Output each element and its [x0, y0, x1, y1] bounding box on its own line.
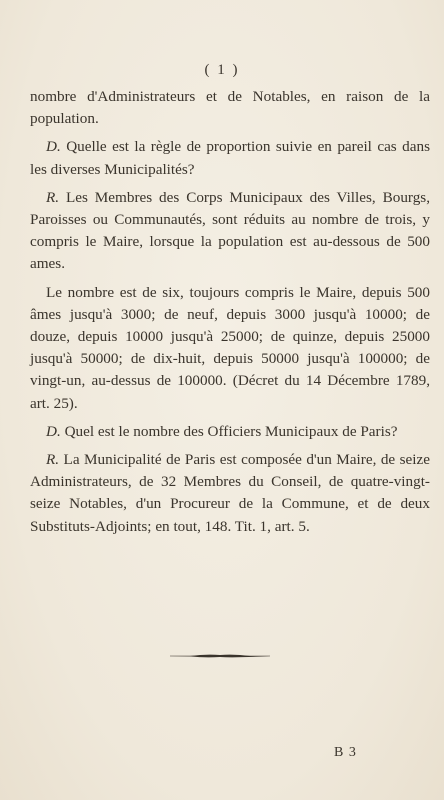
- ornament-divider: [170, 653, 270, 659]
- page-number: ( 1 ): [204, 62, 240, 78]
- question-label: D.: [46, 138, 61, 156]
- paragraph-5: [30, 421, 430, 443]
- text-body: [30, 86, 430, 538]
- paragraph-1: [30, 86, 430, 130]
- signature-mark: B 3: [334, 745, 357, 760]
- paragraph-3-text: Les Membres des Corps Municipaux des Villes, Bourgs, Paroisses ou Communautés, sont réduits au nombre de trois, y compris le Maire, lorsque la population est au-dessous de 500 ames.: [30, 188, 430, 273]
- paragraph-2-text: Quelle est la règle de proportion suivie en pareil cas dans les diverses Municipalités?: [30, 138, 430, 178]
- answer-label: R.: [46, 451, 60, 469]
- paragraph-5-text: Quel est le nombre des Officiers Municipaux de Paris?: [60, 422, 398, 440]
- paragraph-3: [30, 187, 430, 276]
- question-label: D.: [46, 422, 61, 440]
- answer-label: R.: [46, 188, 60, 206]
- paragraph-6: [30, 449, 430, 538]
- paragraph-2: [30, 136, 430, 180]
- paragraph-1-text: nombre d'Administrateurs et de Notables, en raison de la population.: [30, 88, 430, 128]
- paragraph-4: [30, 282, 430, 415]
- paragraph-6-text: La Municipalité de Paris est composée d'un Maire, de seize Administrateurs, de 32 Membres du Conseil, de quatre-vingt-seize Notables, d'un Procureur de la Commune, et de deux Substituts-Adjoints; en tout, 148. Tit. 1, art. 5.: [30, 451, 430, 535]
- paragraph-4-text: Le nombre est de six, toujours compris le Maire, depuis 500 âmes jusqu'à 3000; de neuf, depuis 3000 jusqu'à 10000; de douze, depuis 10000 jusqu'à 25000; de quinze, depuis 25000 jusqu'à 50000; de dix-huit, depuis 50000 jusqu'à 100000; de vingt-un, au-dessus de 100000. (Décret du 14 Décembre 1789, art. 25).: [30, 283, 430, 412]
